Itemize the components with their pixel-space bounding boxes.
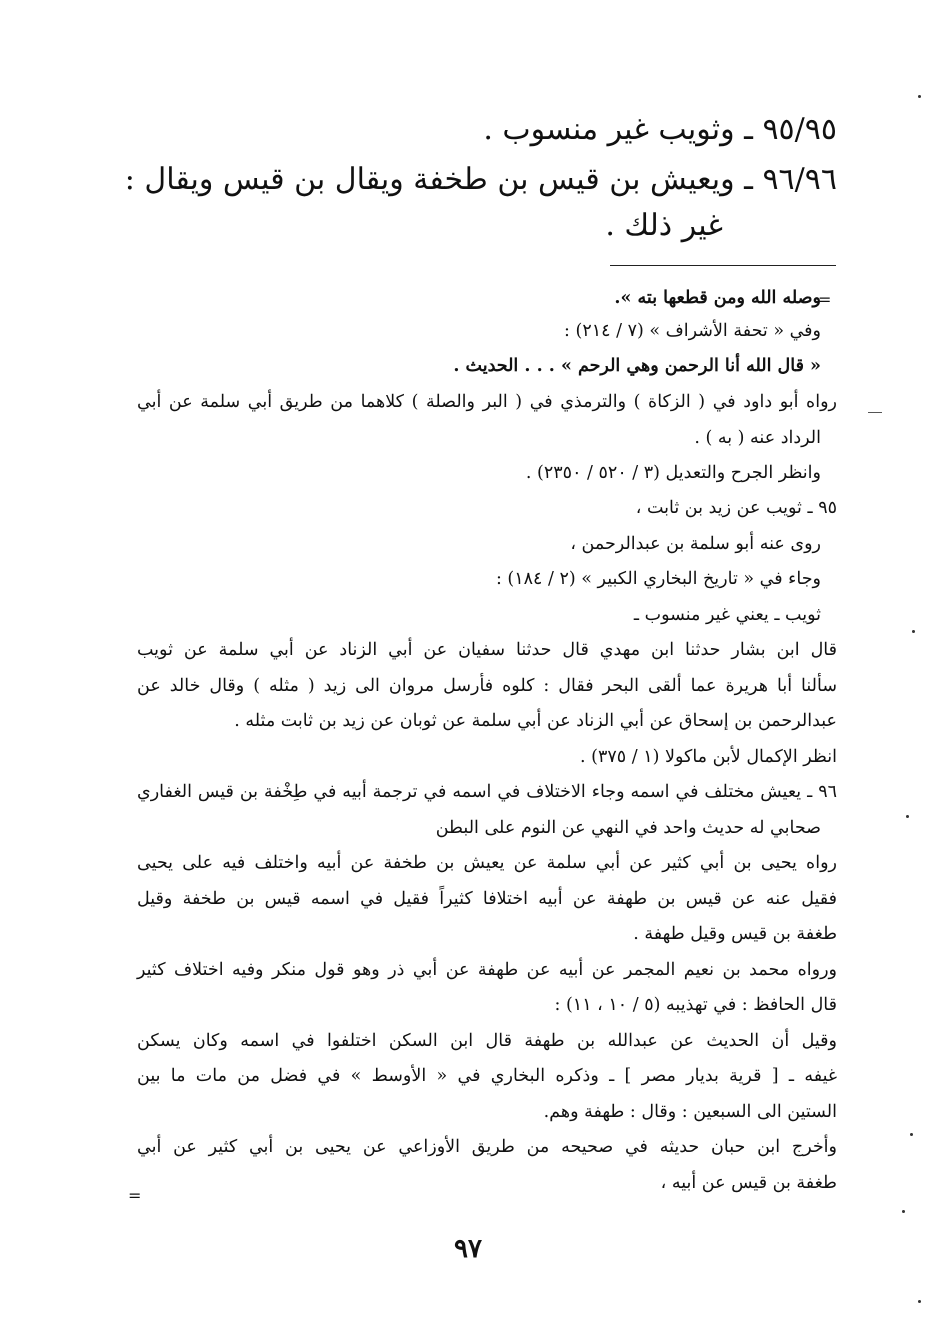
entry-96-line1: ٩٦/٩٦ ـ ويعيش بن قيس بن طخفة ويقال بن قيس ويقال : [124, 162, 837, 197]
scan-speck [918, 1300, 921, 1303]
footnote-line: وأخرج ابن حبان حديثه في صحيحه من طريق الأوزاعي عن يحيى بن أبي كثير عن أبي [137, 1137, 837, 1157]
scan-speck [910, 1133, 913, 1136]
footnote-line: روى عنه أبو سلمة بن عبدالرحمن ، [570, 534, 821, 554]
footnote-line: ورواه محمد بن نعيم المجمر عن أبيه عن طهفة عن أبي ذر وهو قول منكر وفيه اختلاف كثير [137, 960, 837, 980]
footnote-line: وانظر الجرح والتعديل (٣ / ٥٢٠ / ٢٣٥٠) . [525, 463, 821, 483]
footnote-line: طغفة بن قيس عن أبيه ، [660, 1173, 837, 1193]
footnote-line: غيفه ـ [ قرية بديار مصر ] ـ وذكره البخاري في « الأوسط » في فضل من مات ما بين [137, 1066, 837, 1086]
footnote-line: انظر الإكمال لأبن ماكولا (١ / ٣٧٥) . [580, 747, 837, 767]
footnote-line: « قال الله أنا الرحمن وهي الرحم » . . . الحديث . [453, 356, 821, 376]
footnote-line: رواه يحيى بن أبي كثير عن أبي سلمة عن يعيش بن طخفة عن أبيه واختلف فيه على يحيى [137, 853, 837, 873]
footnote-line: ٩٥ ـ ثويب عن زيد بن ثابت ، [635, 498, 837, 518]
footnote-line: قال ابن بشار حدثنا ابن مهدي قال حدثنا سفيان عن أبي الزناد عن أبي سلمة عن ثويب [137, 640, 837, 660]
scan-speck [918, 95, 921, 98]
scan-mark [868, 412, 882, 413]
scan-speck [906, 815, 909, 818]
footnote-continuation-marker: = [818, 290, 832, 309]
footnote-line: رواه أبو داود في ( الزكاة ) والترمذي في ( البر والصلة ) كلاهما من طريق أبي سلمة عن أبي [137, 392, 837, 412]
footnote-line: صحابي له حديث واحد في النهي عن النوم على البطن [435, 818, 821, 838]
footnote-line: عبدالرحمن بن إسحاق عن أبي الزناد عن أبي سلمة عن ثوبان عن زيد بن ثابت مثله . [234, 711, 837, 731]
footnote-line: وقيل أن الحديث عن عبدالله بن طهفة قال ابن السكن اختلفوا في اسمه وكان يسكن [137, 1031, 837, 1051]
footnote-line: وصله الله ومن قطعها بته ». [614, 288, 821, 308]
footnote-line: ٩٦ ـ يعيش مختلف في اسمه وجاء الاختلاف في اسمه في ترجمة أبيه في طِخْفة بن قيس الغفاري [137, 782, 837, 802]
footnote-line: ثويب ـ يعني غير منسوب ـ [633, 605, 821, 625]
footnote-line: قال الحافظ : في تهذيبه (٥ / ١٠ ، ١١) : [554, 995, 837, 1015]
footnote-line: وفي « تحفة الأشراف » (٧ / ٢١٤) : [564, 321, 821, 341]
entry-95: ٩٥/٩٥ ـ وثويب غير منسوب . [483, 112, 837, 147]
footnote-separator [610, 265, 836, 266]
footnote-line: وجاء في « تاريخ البخاري الكبير » (٢ / ١٨٤) : [495, 569, 821, 589]
page-number: ٩٧ [454, 1234, 482, 1264]
footnote-line: طغفة بن قيس وقيل طهفة . [633, 924, 837, 944]
footnote-line: فقيل عنه عن قيس بن طهفة عن أبيه اختلافا كثيراً فقيل في اسمه قيس بن طخفة وقيل [137, 889, 837, 909]
footnote-line: الرداد عنه ( به ) . [694, 428, 821, 448]
scan-speck [902, 1210, 905, 1213]
continuation-marker: = [128, 1186, 142, 1205]
footnote-line: سألنا أبا هريرة عما ألقى البحر فقال : كلوه فأرسل مروان الى زيد ( مثله ) وقال خالد عن [137, 676, 837, 696]
scan-speck [912, 630, 915, 633]
footnote-line: الستين الى السبعين : وقال : طهفة وهم. [543, 1102, 837, 1122]
entry-96-line2: غير ذلك . [605, 208, 723, 243]
